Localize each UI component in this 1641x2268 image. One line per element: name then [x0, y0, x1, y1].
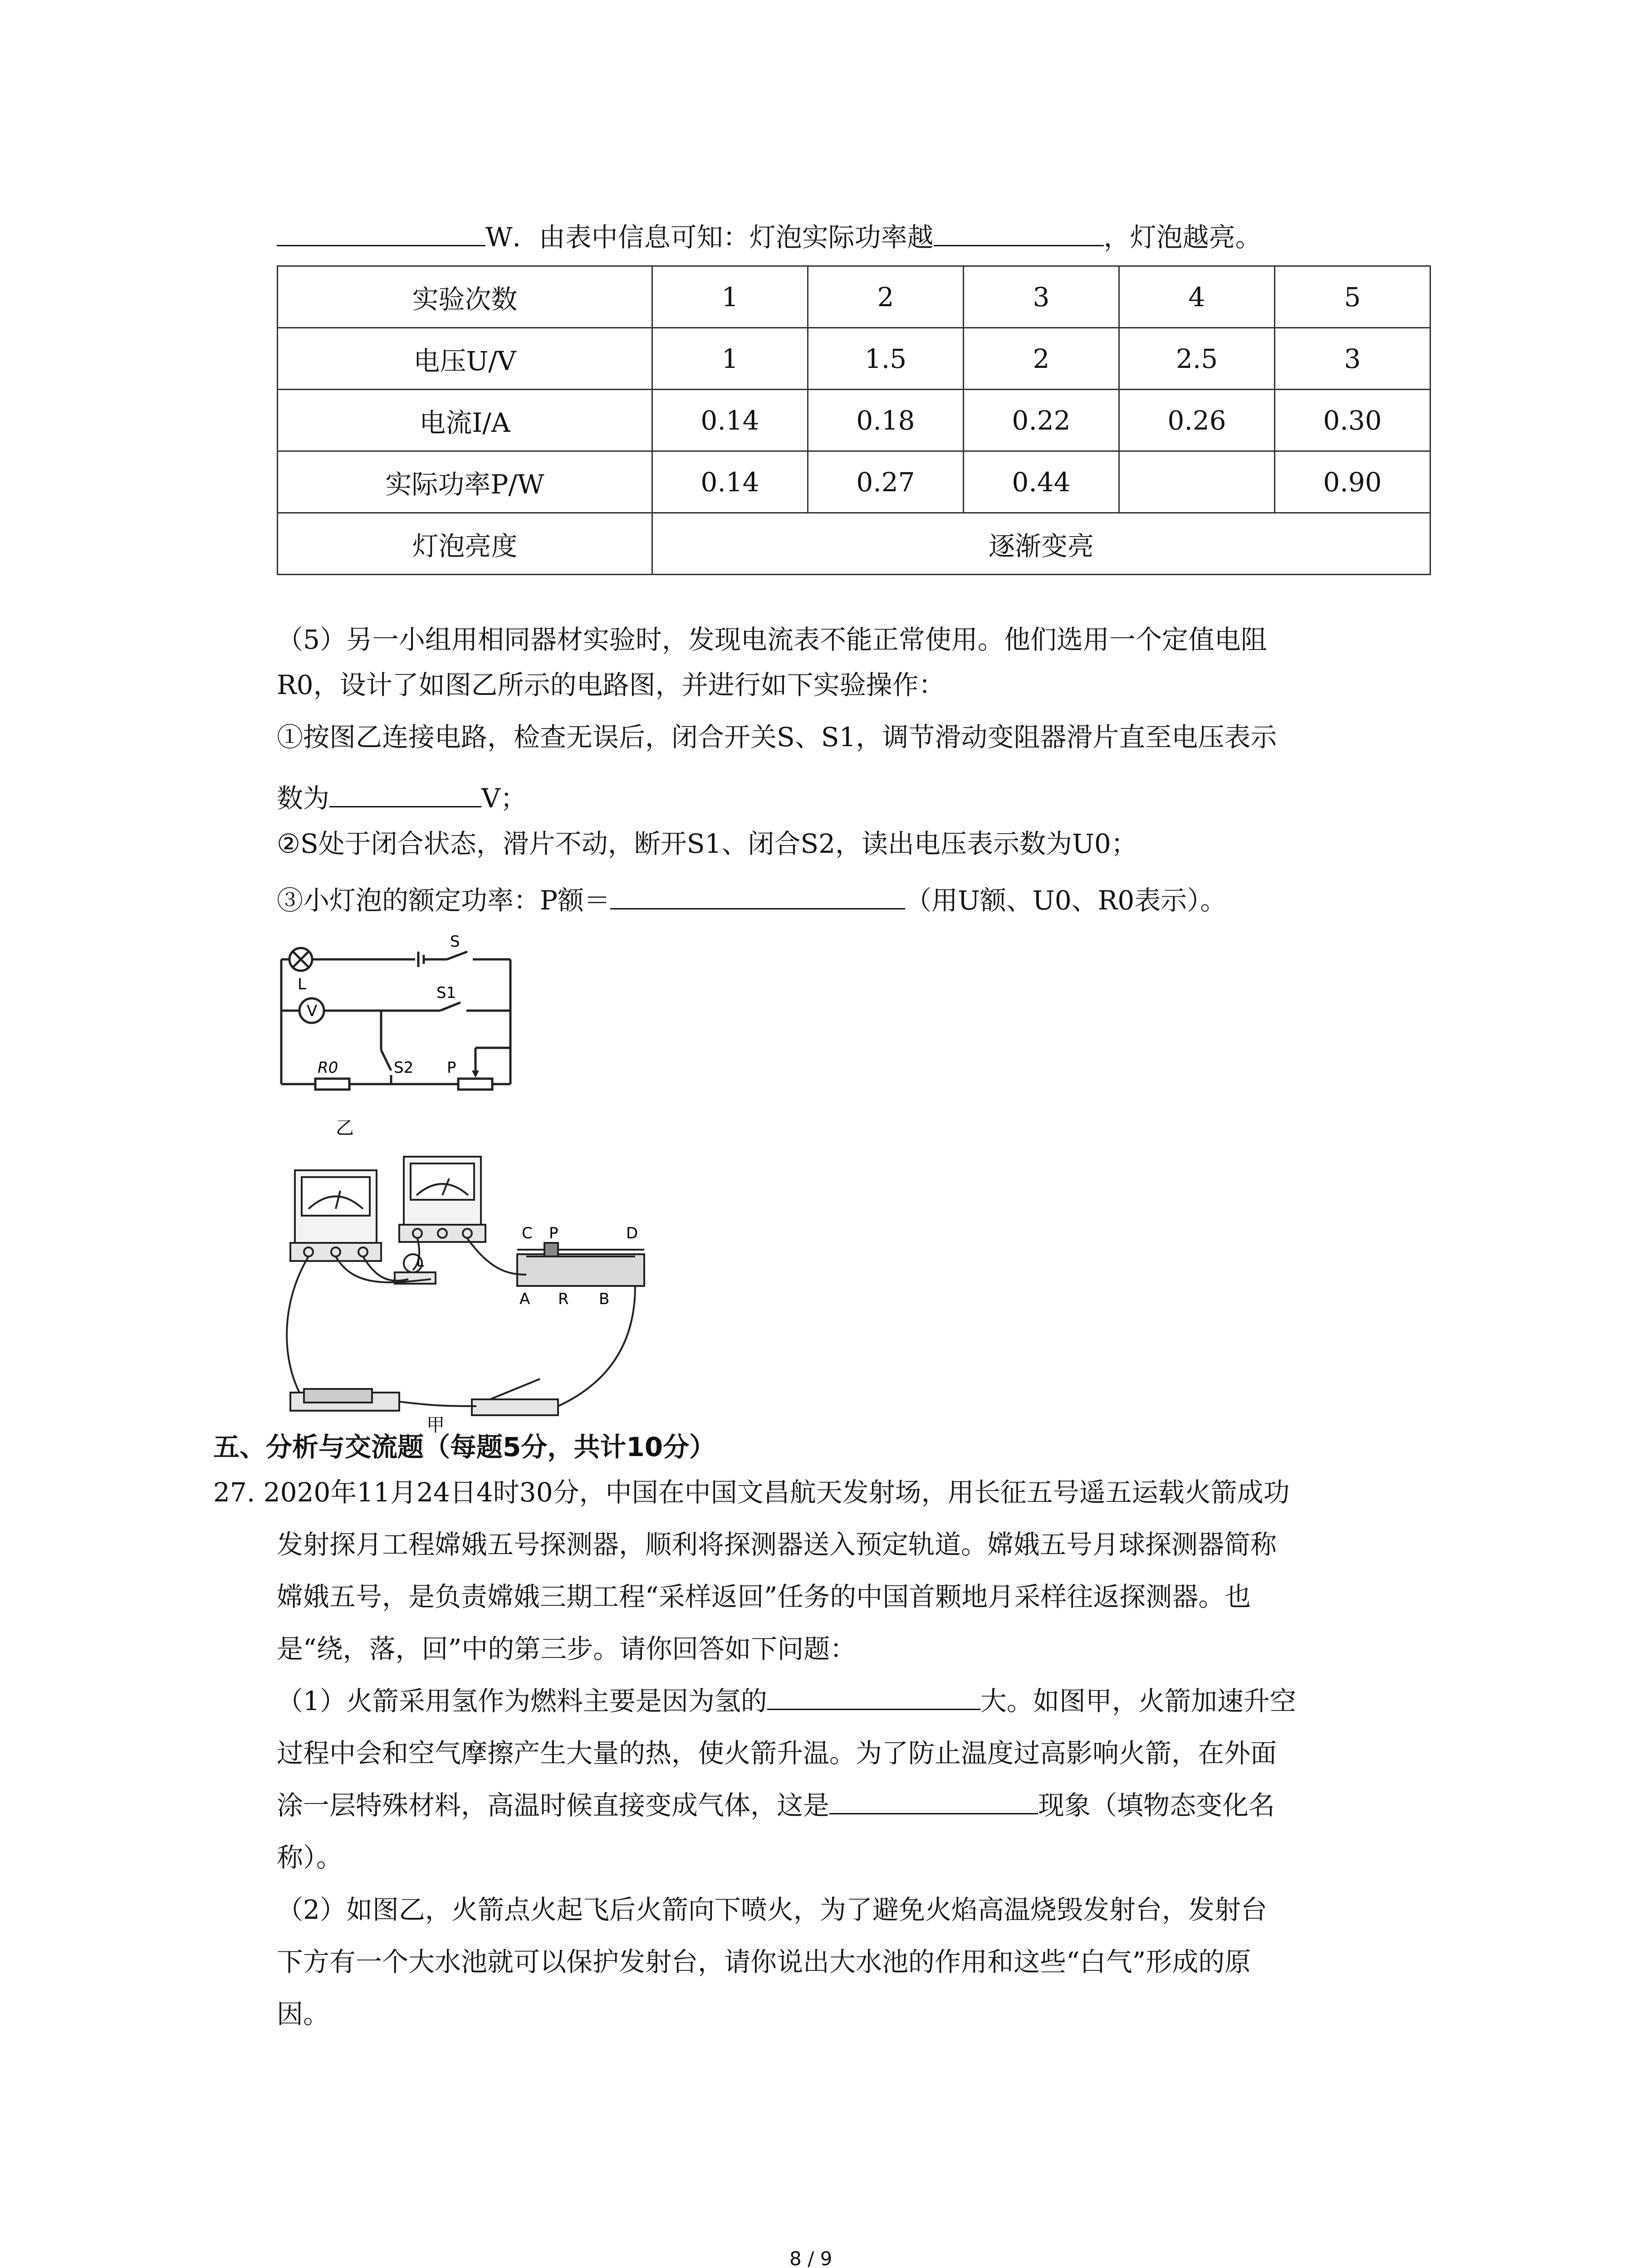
- p1-line1-pre: （1）火箭采用氢作为燃料主要是因为氢的: [277, 1686, 767, 1716]
- caption-jia: 甲: [426, 1415, 445, 1433]
- step1b-post: V；: [481, 783, 527, 814]
- table-cell: 2: [808, 266, 964, 328]
- top-line-text: W．由表中信息可知：灯泡实际功率越: [485, 222, 934, 253]
- table-row: [278, 328, 1430, 390]
- label-V: V: [307, 1002, 318, 1020]
- circuit-diagram-yi: [272, 934, 526, 1157]
- row-label: 灯泡亮度: [278, 513, 652, 575]
- row-label: 实验次数: [278, 266, 652, 328]
- label-C: C: [522, 1224, 533, 1242]
- q27-line1: 27. 2020年11月24日4时30分，中国在中国文昌航天发射场，用长征五号遥五运载火箭成功: [213, 1477, 1290, 1508]
- table-cell: 1: [652, 328, 808, 390]
- row-label: 实际功率P/W: [278, 451, 652, 513]
- table-cell: 3: [1275, 328, 1430, 390]
- q27-p1-line4: 称）。: [277, 1842, 343, 1873]
- table-cell: 2.5: [1119, 328, 1275, 390]
- table-cell: 1.5: [808, 328, 964, 390]
- answer-blank[interactable]: [277, 217, 485, 246]
- label-R0: R0: [318, 1059, 338, 1077]
- answer-blank[interactable]: [329, 778, 481, 807]
- answer-blank[interactable]: [829, 1785, 1038, 1814]
- q27-line4: 是“绕，落，回”中的第三步。请你回答如下问题：: [277, 1633, 857, 1664]
- label-P: P: [549, 1224, 558, 1242]
- q5-step3: [277, 880, 1226, 921]
- table-row: [278, 451, 1430, 513]
- table-cell: 0.90: [1275, 451, 1430, 513]
- table-cell: 0.30: [1275, 390, 1430, 451]
- answer-blank[interactable]: [610, 880, 905, 909]
- q27-p2-line3: 因。: [277, 1999, 330, 2029]
- table-cell: 0.27: [808, 451, 964, 513]
- step1b-pre: 数为: [277, 783, 330, 814]
- q27-p1-line1: [277, 1681, 1296, 1721]
- q5-step1a: ①按图乙连接电路，检查无误后，闭合开关S、S1，调节滑动变阻器滑片直至电压表示: [277, 722, 1277, 753]
- table-cell-empty[interactable]: [1119, 451, 1275, 513]
- q27-p1-line3: [277, 1785, 1275, 1826]
- p1-line3-post: 现象（填物态变化名: [1038, 1790, 1275, 1821]
- q27-line3: 嫦娥五号，是负责嫦娥三期工程“采样返回”任务的中国首颗地月采样往返探测器。也: [277, 1581, 1251, 1612]
- table-cell: 5: [1275, 266, 1430, 328]
- label-A: A: [519, 1290, 530, 1308]
- label-S2: S2: [394, 1059, 414, 1077]
- table-row: [278, 266, 1430, 328]
- q5-step2: ②S处于闭合状态，滑片不动，断开S1、闭合S2，读出电压表示数为U0；: [277, 828, 1137, 859]
- label-L: L: [298, 975, 306, 993]
- apparatus-diagram-jia: [272, 1152, 662, 1433]
- q27-p2-line1: （2）如图乙，火箭点火起飞后火箭向下喷火，为了避免火焰高温烧毁发射台，发射台: [277, 1894, 1267, 1925]
- q5-line1: （5）另一小组用相同器材实验时，发现电流表不能正常使用。他们选用一个定值电阻: [277, 624, 1267, 655]
- q27-p1-line2: 过程中会和空气摩擦产生大量的热，使火箭升温。为了防止温度过高影响火箭，在外面: [277, 1738, 1277, 1769]
- row-label: 电流I/A: [278, 390, 652, 451]
- answer-blank[interactable]: [767, 1681, 980, 1710]
- table-cell: 1: [652, 266, 808, 328]
- label-S: S: [450, 934, 460, 951]
- table-cell: 2: [964, 328, 1119, 390]
- label-D: D: [626, 1224, 638, 1242]
- top-line-tail: ，灯泡越亮。: [1103, 222, 1262, 253]
- step3-pre: ③小灯泡的额定功率：P额＝: [277, 885, 611, 916]
- p1-line3-pre: 涂一层特殊材料，高温时候直接变成气体，这是: [277, 1790, 830, 1821]
- table-cell: 0.22: [964, 390, 1119, 451]
- q5-step1b: [277, 778, 527, 819]
- table-cell: 0.14: [652, 390, 808, 451]
- answer-blank[interactable]: [934, 217, 1104, 246]
- q27-line2: 发射探月工程嫦娥五号探测器，顺利将探测器送入预定轨道。嫦娥五号月球探测器简称: [277, 1529, 1277, 1560]
- section-heading: 五、分析与交流题（每题5分，共计10分）: [213, 1432, 716, 1462]
- table-cell: 0.26: [1119, 390, 1275, 451]
- label-R: R: [558, 1290, 569, 1308]
- table-row: [278, 390, 1430, 451]
- table-cell-merged: 逐渐变亮: [652, 513, 1430, 575]
- experiment-table: [277, 265, 1431, 575]
- table-row: [278, 513, 1430, 575]
- caption-yi: 乙: [336, 1118, 354, 1139]
- row-label: 电压U/V: [278, 328, 652, 390]
- label-L: L: [416, 1254, 424, 1270]
- label-B: B: [599, 1290, 610, 1308]
- p1-line1-post: 大。如图甲，火箭加速升空: [980, 1686, 1296, 1716]
- q5-line2: R0，设计了如图乙所示的电路图，并进行如下实验操作：: [277, 670, 945, 700]
- table-cell: 0.18: [808, 390, 964, 451]
- table-cell: 3: [964, 266, 1119, 328]
- q27-p2-line2: 下方有一个大水池就可以保护发射台，请你说出大水池的作用和这些“白气”形成的原: [277, 1946, 1251, 1977]
- label-S1: S1: [436, 984, 456, 1002]
- top-line: [277, 217, 1262, 258]
- label-P: P: [447, 1059, 456, 1077]
- step3-post: （用U额、U0、R0表示）。: [905, 885, 1227, 916]
- table-cell: 0.14: [652, 451, 808, 513]
- table-cell: 0.44: [964, 451, 1119, 513]
- page-number: 8 / 9: [789, 2248, 833, 2268]
- table-cell: 4: [1119, 266, 1275, 328]
